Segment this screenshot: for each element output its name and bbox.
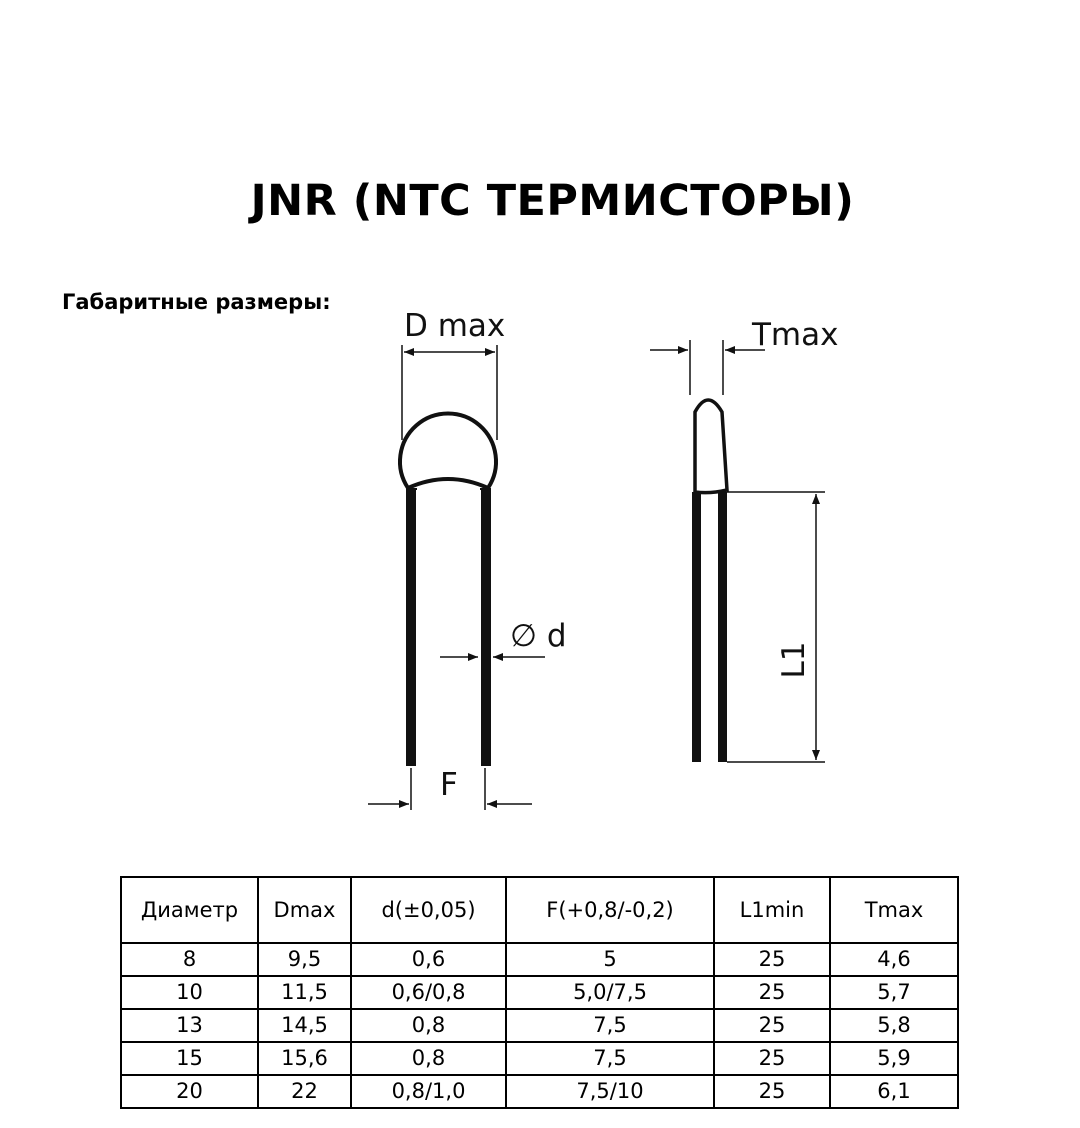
table-row [121,1075,958,1108]
pitch-label: F [440,767,458,803]
table-cell: 11,5 [258,976,351,1009]
side-view [650,340,825,762]
column-header: Dmax [258,877,351,943]
column-header: Tmax [830,877,958,943]
lead-length-label: L1 [776,641,812,679]
front-view [368,345,545,810]
table-cell: 22 [258,1075,351,1108]
table-cell: 0,6/0,8 [351,976,506,1009]
table-row [121,976,958,1009]
wire-diameter-label: ∅ d [510,618,567,654]
left-lead [406,488,417,766]
column-header: L1min [714,877,830,943]
table-cell: 0,8 [351,1042,506,1075]
column-header: F(+0,8/-0,2) [506,877,714,943]
table-cell: 0,8 [351,1009,506,1042]
table-cell: 4,6 [830,943,958,976]
table-cell: 13 [121,1009,258,1042]
dimensions-table [120,876,959,1109]
table-cell: 8 [121,943,258,976]
table-row [121,1009,958,1042]
table-cell: 25 [714,1075,830,1108]
table-cell: 25 [714,1009,830,1042]
table-cell: 14,5 [258,1009,351,1042]
table-cell: 5,8 [830,1009,958,1042]
table-cell: 5,9 [830,1042,958,1075]
table-cell: 0,6 [351,943,506,976]
disc-body [400,413,496,488]
table-cell: 5,7 [830,976,958,1009]
table-cell: 9,5 [258,943,351,976]
table-cell: 20 [121,1075,258,1108]
side-lead-left [692,492,701,762]
table-header-row [121,877,958,943]
table-cell: 10 [121,976,258,1009]
table-cell: 15 [121,1042,258,1075]
table-cell: 5 [506,943,714,976]
dmax-label: D max [404,308,506,344]
table-cell: 25 [714,1042,830,1075]
table-cell: 6,1 [830,1075,958,1108]
table-cell: 25 [714,943,830,976]
table-cell: 15,6 [258,1042,351,1075]
side-lead-right [718,492,727,762]
table-cell: 25 [714,976,830,1009]
table-cell: 7,5/10 [506,1075,714,1108]
page-title: JNR (NTC ТЕРМИСТОРЫ) [250,176,855,226]
side-body [695,400,727,493]
table-cell: 0,8/1,0 [351,1075,506,1108]
table-cell: 5,0/7,5 [506,976,714,1009]
table-row [121,1042,958,1075]
table-row [121,943,958,976]
section-heading: Габаритные размеры: [62,290,331,314]
table-cell: 7,5 [506,1042,714,1075]
tmax-label: Tmax [752,317,839,353]
table-cell: 7,5 [506,1009,714,1042]
right-lead [480,488,491,766]
column-header: d(±0,05) [351,877,506,943]
column-header: Диаметр [121,877,258,943]
